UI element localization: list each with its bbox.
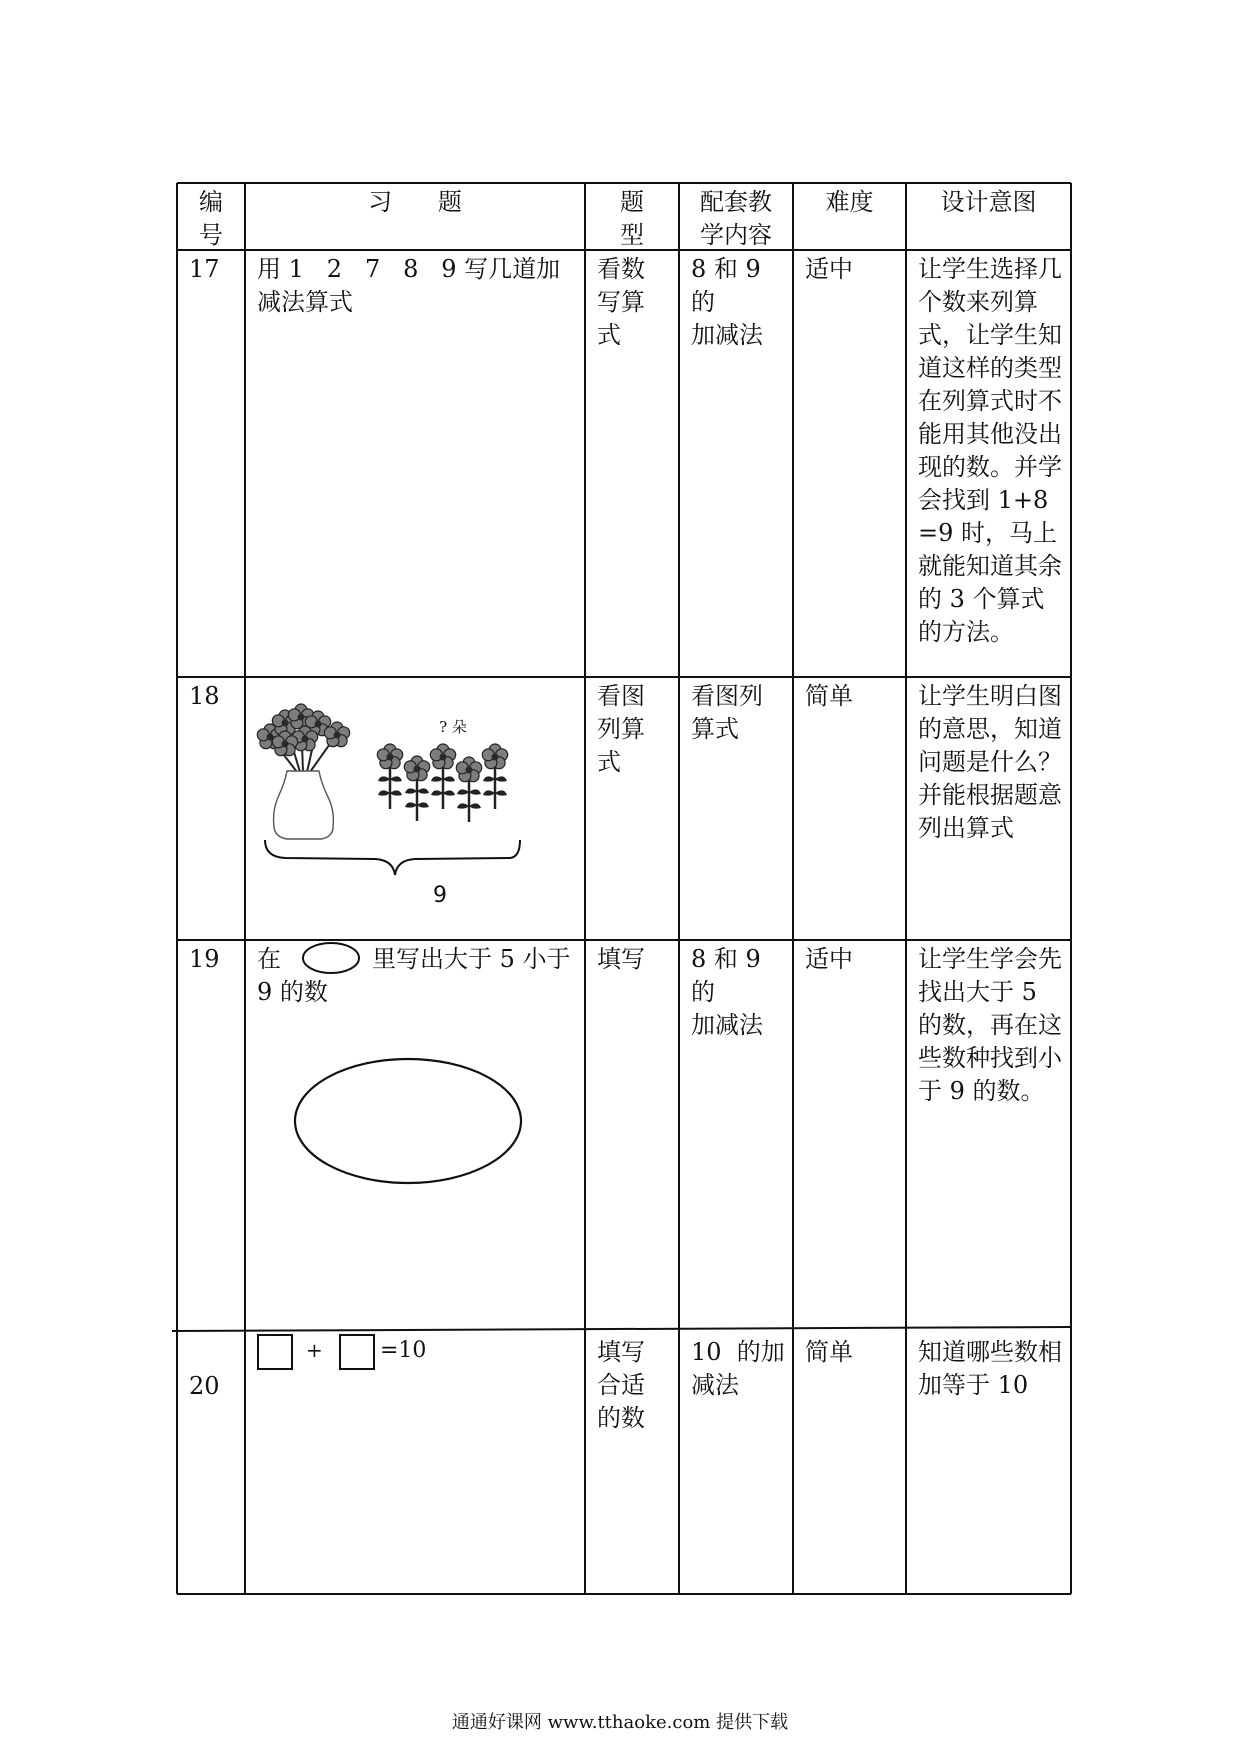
row20-content: 10 的加 减法 <box>691 1338 785 1399</box>
header-intent: 设计意图 <box>940 188 1037 216</box>
answer-oval <box>290 1055 526 1189</box>
row19-exercise-suffix: 里写出大于 5 小于 <box>372 945 571 973</box>
row19-number: 19 <box>189 945 220 973</box>
row18-type: 看图 列算 式 <box>597 682 645 776</box>
brace-icon <box>265 840 520 875</box>
row19-difficulty: 适中 <box>805 945 853 973</box>
row20-difficulty: 简单 <box>805 1338 853 1366</box>
row19-type: 填写 <box>597 945 645 973</box>
row18-number: 18 <box>189 682 220 710</box>
row17-difficulty: 适中 <box>805 255 853 283</box>
flower-picture <box>245 677 585 940</box>
row17-intent: 让学生选择几个数来列算式，让学生知道这样的类型在列算式时不能用其他没出现的数。并学会找到 1+8=9 时，马上就能知道其余的 3 个算式的方法。 <box>918 255 1062 646</box>
row18-content: 看图列 算式 <box>691 682 763 743</box>
brace-total-label: 9 <box>433 883 447 908</box>
header-exercise: 习 题 <box>368 188 462 216</box>
answer-box-2[interactable] <box>339 1334 375 1370</box>
row20-number: 20 <box>189 1372 220 1400</box>
small-oval-icon <box>300 941 362 977</box>
row18-intent: 让学生明白图的意思，知道问题是什么？并能根据题意列出算式 <box>918 682 1062 842</box>
answer-box-1[interactable] <box>257 1334 293 1370</box>
row19-exercise-line2: 9 的数 <box>257 978 328 1006</box>
equals-ten: =10 <box>380 1338 427 1363</box>
header-type: 题 型 <box>620 188 644 249</box>
row20-intent: 知道哪些数相加等于 10 <box>918 1338 1062 1399</box>
row17-content: 8 和 9 的 加减法 <box>691 255 763 349</box>
plus-sign: + <box>306 1338 323 1362</box>
row19-exercise-prefix: 在 <box>257 945 281 973</box>
vase-flowers <box>257 704 349 772</box>
row17-exercise: 用 1 2 7 8 9 写几道加减法算式 <box>257 255 561 316</box>
row17-type: 看数 写算 式 <box>597 255 645 349</box>
row17-number: 17 <box>189 255 220 283</box>
page-footer: 通通好课网 www.tthaoke.com 提供下载 <box>451 1712 789 1733</box>
row20-type: 填写 合适 的数 <box>597 1338 645 1432</box>
header-content: 配套教 学内容 <box>700 188 772 249</box>
vase-icon <box>274 771 334 839</box>
row18-difficulty: 简单 <box>805 682 853 710</box>
header-difficulty: 难度 <box>825 188 874 216</box>
row19-content: 8 和 9 的 加减法 <box>691 945 763 1039</box>
header-number: 编 号 <box>199 188 223 249</box>
flowers-question-label: ? 朵 <box>439 718 467 736</box>
standing-flowers <box>377 744 507 822</box>
row19-intent: 让学生学会先找出大于 5 的数，再在这些数种找到小于 9 的数。 <box>918 945 1062 1105</box>
